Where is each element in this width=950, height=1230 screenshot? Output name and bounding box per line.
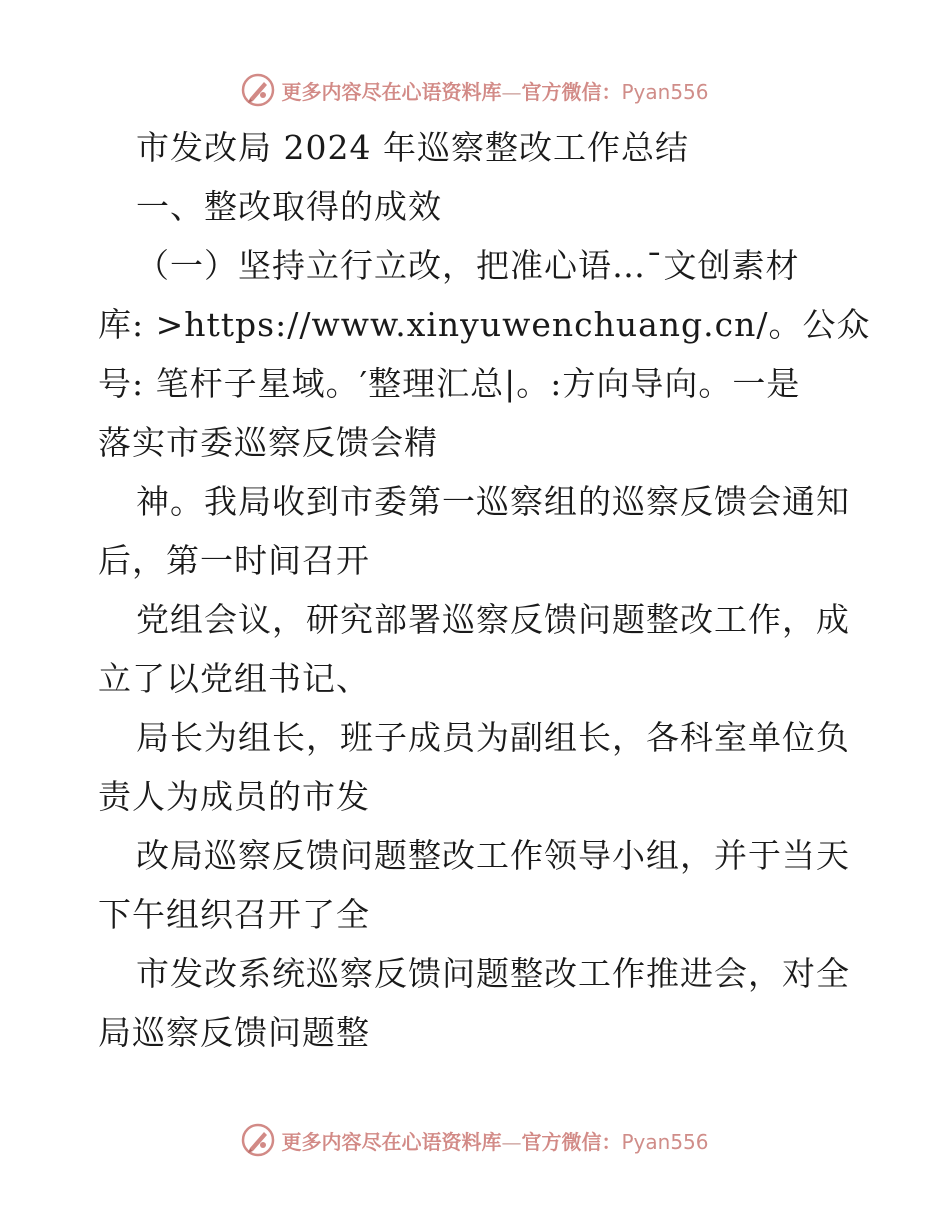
body-line: 局长为组长，班子成员为副组长，各科室单位负 (136, 718, 850, 757)
watermark-brand: 更多内容尽在心语资料库 (281, 1129, 502, 1154)
watermark-text (281, 76, 708, 105)
watermark-separator: — (501, 1129, 522, 1154)
watermark-separator: — (501, 79, 522, 104)
pen-seal-icon (241, 73, 275, 107)
document-body (98, 118, 871, 1062)
watermark-text (281, 1126, 708, 1155)
body-line: （一）坚持立行立改，把准心语…¯文创素材 (136, 246, 800, 285)
body-line: 号: 笔杆子星域。′整理汇总|。:方向导向。一是 (98, 364, 801, 403)
body-line: 市发改系统巡察反馈问题整改工作推进会，对全 (136, 954, 850, 993)
body-line: 改局巡察反馈问题整改工作领导小组，并于当天 (136, 836, 850, 875)
body-line: 神。我局收到市委第一巡察组的巡察反馈会通知 (136, 482, 850, 521)
watermark-wechat-id: Pyan556 (621, 1129, 709, 1154)
footer-watermark (0, 1120, 950, 1160)
section-heading: 一、整改取得的成效 (136, 187, 442, 226)
header-watermark (0, 70, 950, 110)
body-line: 落实市委巡察反馈会精 (98, 423, 438, 462)
watermark-wechat-label: 官方微信： (521, 79, 622, 104)
body-line: 库: >https://www.xinyuwenchuang.cn/。公众 (98, 305, 871, 344)
pen-seal-icon (241, 1123, 275, 1157)
watermark-wechat-id: Pyan556 (621, 79, 709, 104)
body-line: 下午组织召开了全 (98, 895, 370, 934)
watermark-brand: 更多内容尽在心语资料库 (281, 79, 502, 104)
body-line: 后，第一时间召开 (98, 541, 370, 580)
body-line: 责人为成员的市发 (98, 777, 370, 816)
watermark-wechat-label: 官方微信： (521, 1129, 622, 1154)
body-line: 立了以党组书记、 (98, 659, 370, 698)
document-title: 市发改局 2024 年巡察整改工作总结 (136, 128, 689, 167)
body-line: 党组会议，研究部署巡察反馈问题整改工作，成 (136, 600, 850, 639)
body-line: 局巡察反馈问题整 (98, 1013, 370, 1052)
